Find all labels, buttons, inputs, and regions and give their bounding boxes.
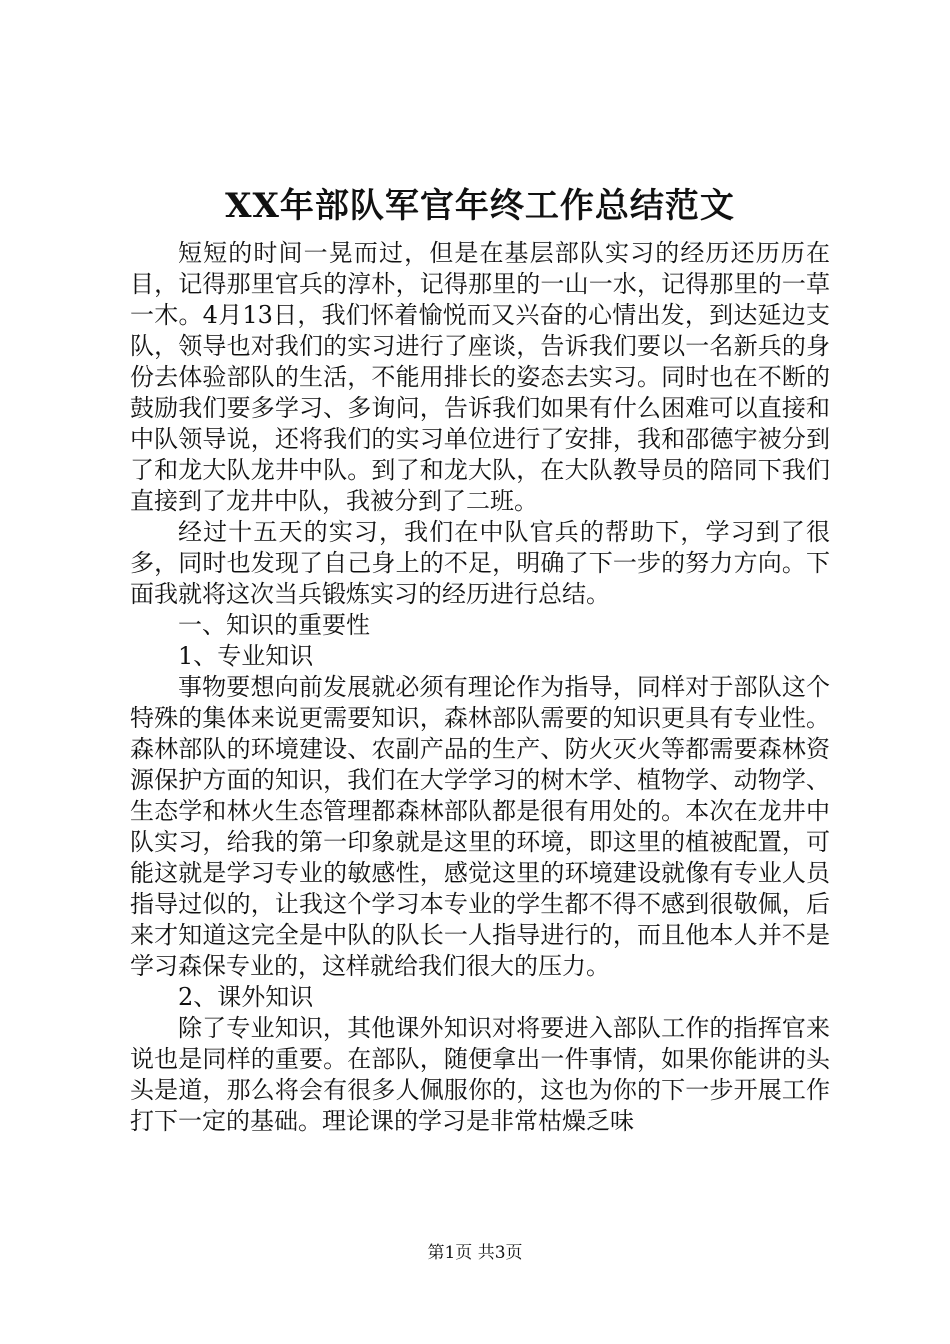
paragraph-professional-knowledge: 事物要想向前发展就必须有理论作为指导，同样对于部队这个特殊的集体来说更需要知识，森林部队需要的知识更具有专业性。森林部队的环境建设、农副产品的生产、防火灭火等都需要森林资源保护方面的知识，我们在大学学习的树木学、植物学、动物学、生态学和林火生态管理都森林部队都是很有用处的。本次在龙井中队实习，给我的第一印象就是这里的环境，即这里的植被配置，可能这就是学习专业的敏感性，感觉这里的环境建设就像有专业人员指导过似的，让我这个学习本专业的学生都不得不感到很敬佩，后来才知道这完全是中队的队长一人指导进行的，而且他本人并不是学习森保专业的，这样就给我们很大的压力。 xyxy=(130,673,830,980)
paragraph-summary: 经过十五天的实习，我们在中队官兵的帮助下，学习到了很多，同时也发现了自己身上的不足，明确了下一步的努力方向。下面我就将这次当兵锻炼实习的经历进行总结。 xyxy=(130,518,830,608)
paragraph-intro: 短短的时间一晃而过，但是在基层部队实习的经历还历历在目，记得那里官兵的淳朴，记得那里的一山一水，记得那里的一草一木。4月13日，我们怀着愉悦而又兴奋的心情出发，到达延边支队，领导也对我们的实习进行了座谈，告诉我们要以一名新兵的身份去体验部队的生活，不能用排长的姿态去实习。同时也在不断的鼓励我们要多学习、多询问，告诉我们如果有什么困难可以直接和中队领导说，还将我们的实习单位进行了安排，我和邵德宇被分到了和龙大队龙井中队。到了和龙大队，在大队教导员的陪同下我们直接到了龙井中队，我被分到了二班。 xyxy=(130,239,830,515)
document-body xyxy=(130,238,830,1137)
subsection-heading-extracurricular: 2、课外知识 xyxy=(178,983,314,1011)
document-title: XX年部队军官年终工作总结范文 xyxy=(225,186,735,226)
subsection-heading-professional: 1、专业知识 xyxy=(178,642,314,670)
page-number-footer: 第1页 共3页 xyxy=(427,1243,523,1263)
paragraph-extracurricular-knowledge: 除了专业知识，其他课外知识对将要进入部队工作的指挥官来说也是同样的重要。在部队，随便拿出一件事情，如果你能讲的头头是道，那么将会有很多人佩服你的，这也为你的下一步开展工作打下一定的基础。理论课的学习是非常枯燥乏味 xyxy=(130,1014,830,1135)
section-heading-knowledge: 一、知识的重要性 xyxy=(178,611,370,639)
